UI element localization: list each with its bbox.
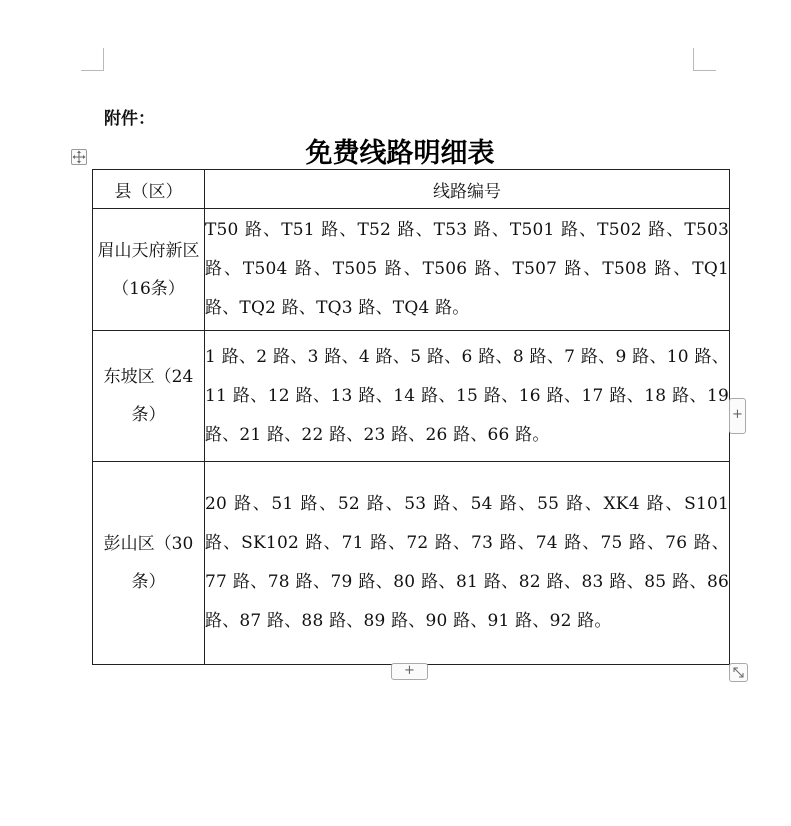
plus-icon: + [404,663,415,678]
add-row-button[interactable] [391,663,428,680]
add-column-button[interactable] [729,398,746,434]
free-routes-table [92,169,730,665]
table-row [93,462,730,665]
table-row [93,209,730,331]
routes-cell: 1 路、2 路、3 路、4 路、5 路、6 路、8 路、7 路、9 路、10 路、11 路、12 路、13 路、14 路、15 路、16 路、17 路、18 路、19 路、21 路、22 路、23 路、26 路、66 路。 [205,331,730,462]
plus-icon: + [732,407,743,422]
routes-cell: T50 路、T51 路、T52 路、T53 路、T501 路、T502 路、T503 路、T504 路、T505 路、T506 路、T507 路、T508 路、TQ1 路、TQ2 路、TQ3 路、TQ4 路。 [205,209,730,331]
resize-diagonal-icon [730,664,747,681]
document-title: 免费线路明细表 [305,138,495,169]
table-move-handle[interactable] [71,149,87,165]
county-header: 县（区） [93,170,205,209]
routes-header: 线路编号 [205,170,730,209]
routes-cell: 20 路、51 路、52 路、53 路、54 路、55 路、XK4 路、S101 路、SK102 路、71 路、72 路、73 路、74 路、75 路、76 路、77 路、78 路、79 路、80 路、81 路、82 路、83 路、85 路、86 路、87 路、88 路、89 路、90 路、91 路、92 路。 [205,462,730,665]
county-cell: 东坡区（24 条） [93,331,205,462]
table-row [93,331,730,462]
county-cell: 眉山天府新区（16条） [93,209,205,331]
table-resize-handle[interactable] [729,663,748,682]
crop-mark-top-right [693,48,716,71]
county-cell: 彭山区（30 条） [93,462,205,665]
move-arrows-icon [72,150,86,164]
crop-mark-top-left [81,48,104,71]
attachment-label: 附件： [104,109,155,129]
table-header-row [93,170,730,209]
